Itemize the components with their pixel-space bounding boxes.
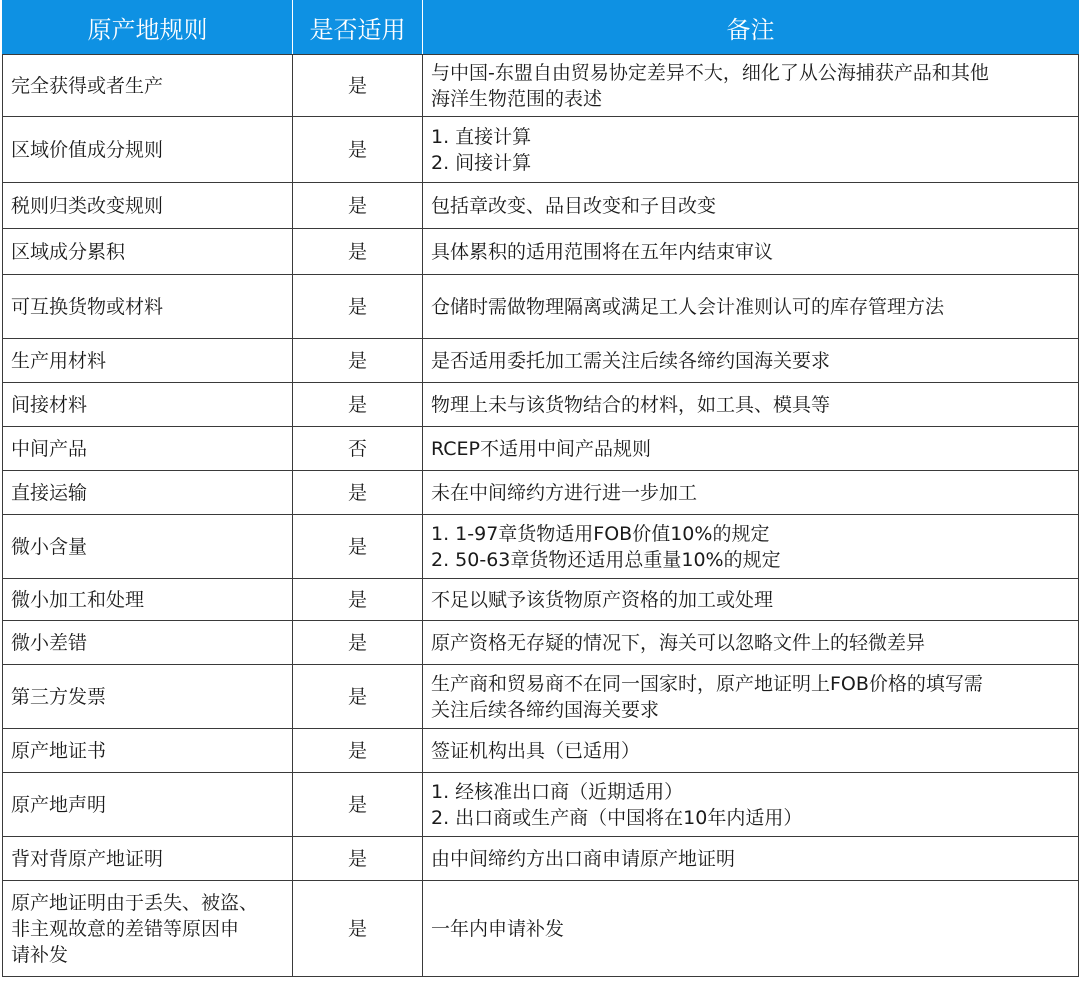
rule-text: 微小加工和处理 — [11, 588, 145, 611]
rule-cell — [3, 383, 293, 427]
rule-cell — [3, 275, 293, 339]
note-cell — [423, 729, 1079, 773]
note-text: 与中国-东盟自由贸易协定差异不大，细化了从公海捕获产品和其他 — [431, 61, 989, 84]
rule-cell — [3, 229, 293, 275]
note-cell — [423, 665, 1079, 729]
rule-text: 间接材料 — [11, 393, 88, 416]
note-text: 1. 1-97章货物适用FOB价值10%的规定 — [431, 522, 770, 545]
rule-text: 微小含量 — [11, 535, 88, 558]
applies-cell: 是 — [293, 339, 423, 383]
applies-cell: 是 — [293, 515, 423, 579]
applies-cell: 是 — [293, 183, 423, 229]
header-rule: 原产地规则 — [3, 1, 293, 55]
table-row — [3, 55, 1079, 117]
note-text: 是否适用委托加工需关注后续各缔约国海关要求 — [431, 349, 831, 372]
rule-text: 第三方发票 — [11, 685, 107, 708]
note-cell — [423, 339, 1079, 383]
rule-text: 生产用材料 — [11, 349, 107, 372]
rule-cell — [3, 621, 293, 665]
applies-cell: 是 — [293, 383, 423, 427]
table-row — [3, 515, 1079, 579]
rule-cell — [3, 773, 293, 837]
note-text: 2. 间接计算 — [431, 151, 532, 174]
table-row — [3, 837, 1079, 881]
note-text: 包括章改变、品目改变和子目改变 — [431, 194, 717, 217]
note-cell — [423, 183, 1079, 229]
note-text: 物理上未与该货物结合的材料，如工具、模具等 — [431, 393, 831, 416]
applies-cell: 是 — [293, 621, 423, 665]
table-row — [3, 579, 1079, 621]
note-text: 签证机构出具（已适用） — [431, 739, 641, 762]
note-cell — [423, 579, 1079, 621]
note-cell — [423, 881, 1079, 977]
applies-cell: 是 — [293, 729, 423, 773]
note-text: 不足以赋予该货物原产资格的加工或处理 — [431, 588, 774, 611]
note-cell — [423, 55, 1079, 117]
note-cell — [423, 837, 1079, 881]
note-text: 关注后续各缔约国海关要求 — [431, 698, 660, 721]
note-cell — [423, 383, 1079, 427]
rule-cell — [3, 427, 293, 471]
table-row — [3, 383, 1079, 427]
table-row — [3, 665, 1079, 729]
note-text: 原产资格无存疑的情况下，海关可以忽略文件上的轻微差异 — [431, 631, 926, 654]
note-cell — [423, 427, 1079, 471]
table-row — [3, 117, 1079, 183]
rule-text: 区域成分累积 — [11, 240, 126, 263]
note-cell — [423, 621, 1079, 665]
note-text: 1. 经核准出口商（近期适用） — [431, 780, 684, 803]
table-row — [3, 773, 1079, 837]
rules-table-container — [2, 0, 1078, 977]
applies-cell: 是 — [293, 471, 423, 515]
header-applies: 是否适用 — [293, 1, 423, 55]
rule-text: 微小差错 — [11, 631, 88, 654]
table-row — [3, 183, 1079, 229]
table-body — [3, 55, 1079, 977]
note-text: 海洋生物范围的表述 — [431, 87, 603, 110]
header-note: 备注 — [423, 1, 1079, 55]
table-header-row — [3, 1, 1079, 55]
note-cell — [423, 229, 1079, 275]
rule-cell — [3, 579, 293, 621]
note-cell — [423, 515, 1079, 579]
applies-cell: 是 — [293, 229, 423, 275]
note-text: 2. 50-63章货物还适用总重量10%的规定 — [431, 548, 781, 571]
applies-cell: 是 — [293, 665, 423, 729]
applies-cell: 是 — [293, 881, 423, 977]
rule-text: 原产地证书 — [11, 739, 107, 762]
rule-text: 背对背原产地证明 — [11, 847, 164, 870]
rule-text: 非主观故意的差错等原因申 — [11, 917, 240, 940]
note-text: 具体累积的适用范围将在五年内结束审议 — [431, 240, 774, 263]
applies-cell: 是 — [293, 837, 423, 881]
applies-cell: 是 — [293, 579, 423, 621]
note-text: 由中间缔约方出口商申请原产地证明 — [431, 847, 736, 870]
note-text: 一年内申请补发 — [431, 917, 565, 940]
table-row — [3, 621, 1079, 665]
rule-text: 可互换货物或材料 — [11, 295, 164, 318]
rule-cell — [3, 55, 293, 117]
table-row — [3, 881, 1079, 977]
rule-text: 直接运输 — [11, 481, 88, 504]
note-cell — [423, 773, 1079, 837]
table-row — [3, 229, 1079, 275]
rule-text: 完全获得或者生产 — [11, 74, 164, 97]
note-text: 仓储时需做物理隔离或满足工人会计准则认可的库存管理方法 — [431, 295, 945, 318]
note-cell — [423, 117, 1079, 183]
rule-cell — [3, 471, 293, 515]
note-text: 未在中间缔约方进行进一步加工 — [431, 481, 698, 504]
rule-cell — [3, 837, 293, 881]
rule-cell — [3, 665, 293, 729]
applies-cell: 是 — [293, 55, 423, 117]
rule-text: 原产地证明由于丢失、被盗、 — [11, 891, 259, 914]
rule-text: 区域价值成分规则 — [11, 138, 164, 161]
table-row — [3, 729, 1079, 773]
note-cell — [423, 471, 1079, 515]
note-cell — [423, 275, 1079, 339]
table-row — [3, 427, 1079, 471]
rule-cell — [3, 729, 293, 773]
table-row — [3, 471, 1079, 515]
rule-text: 税则归类改变规则 — [11, 194, 164, 217]
applies-cell: 是 — [293, 275, 423, 339]
rule-cell — [3, 117, 293, 183]
table-row — [3, 275, 1079, 339]
applies-cell: 是 — [293, 773, 423, 837]
rule-text: 原产地声明 — [11, 793, 107, 816]
rule-text: 请补发 — [11, 943, 69, 966]
origin-rules-table — [2, 0, 1079, 977]
applies-cell: 是 — [293, 117, 423, 183]
rule-cell — [3, 881, 293, 977]
note-text: RCEP不适用中间产品规则 — [431, 437, 651, 460]
applies-cell: 否 — [293, 427, 423, 471]
rule-text: 中间产品 — [11, 437, 88, 460]
note-text: 1. 直接计算 — [431, 125, 532, 148]
table-row — [3, 339, 1079, 383]
note-text: 生产商和贸易商不在同一国家时，原产地证明上FOB价格的填写需 — [431, 672, 983, 695]
rule-cell — [3, 183, 293, 229]
rule-cell — [3, 339, 293, 383]
note-text: 2. 出口商或生产商（中国将在10年内适用） — [431, 806, 803, 829]
rule-cell — [3, 515, 293, 579]
